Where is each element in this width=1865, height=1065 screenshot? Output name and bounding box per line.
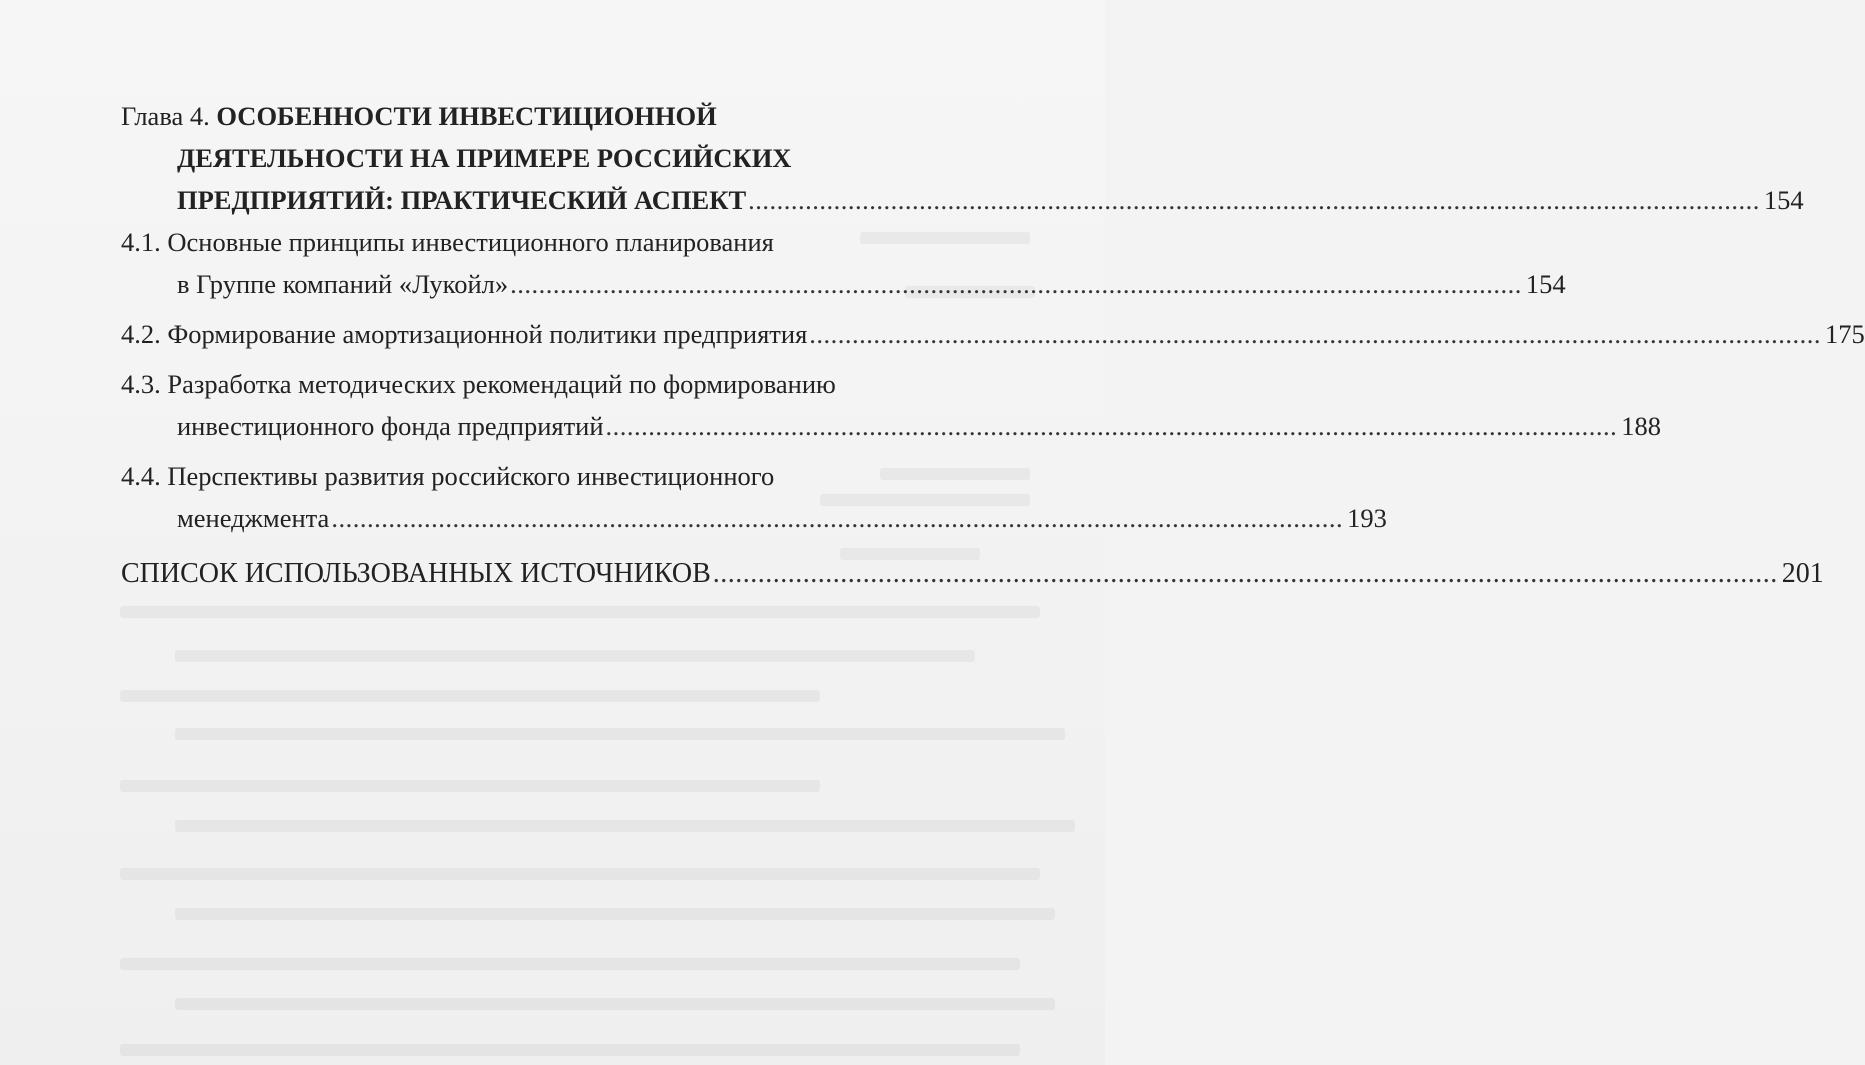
toc-section-4-3 [121, 363, 1662, 447]
leader-dots: .............................................................................................................................................. [605, 411, 1618, 441]
chapter-title-line-2: ДЕЯТЕЛЬНОСТИ НА ПРИМЕРЕ РОССИЙСКИХ [177, 143, 792, 173]
leader-dots: .............................................................................................................................................. [809, 319, 1822, 349]
toc-section-4-1 [121, 221, 1566, 305]
page-number: 201 [1781, 558, 1824, 589]
leader-dots: .............................................................................................................................................. [748, 185, 1760, 215]
section-title-line-2: менеджмента [177, 503, 330, 533]
section-title-line-1: 4.2. Формирование амортизационной политики предприятия [121, 319, 808, 349]
section-title-line-1: 4.3. Разработка методических рекомендаций по формированию [121, 369, 836, 399]
leader-dots: .............................................................................................................................................. [510, 269, 1522, 299]
toc-section-4-2 [121, 313, 1865, 355]
section-title-line-2: инвестиционного фонда предприятий [177, 411, 604, 441]
toc-chapter-4 [121, 95, 1804, 221]
toc-section-4-4 [121, 455, 1387, 539]
table-of-contents [121, 95, 1865, 595]
page-number: 154 [1763, 185, 1804, 215]
page-number: 193 [1347, 503, 1387, 533]
toc-bibliography [121, 553, 1824, 595]
chapter-prefix: Глава 4. [121, 101, 217, 131]
chapter-title-line-1: ОСОБЕННОСТИ ИНВЕСТИЦИОННОЙ [216, 101, 717, 131]
section-title-line-2: в Группе компаний «Лукойл» [177, 269, 509, 299]
page-number: 154 [1525, 269, 1566, 299]
page-number: 188 [1621, 411, 1662, 441]
section-title-line-1: 4.1. Основные принципы инвестиционного планирования [121, 227, 774, 257]
leader-dots: .............................................................................................................................................. [712, 558, 1778, 589]
leader-dots: .............................................................................................................................................. [331, 503, 1344, 533]
page-number: 175 [1825, 319, 1865, 349]
section-title-line-1: 4.4. Перспективы развития российского инвестиционного [121, 461, 775, 491]
chapter-title-line-3: ПРЕДПРИЯТИЙ: ПРАКТИЧЕСКИЙ АСПЕКТ [177, 185, 747, 215]
bibliography-title: СПИСОК ИСПОЛЬЗОВАННЫХ ИСТОЧНИКОВ [121, 558, 711, 589]
